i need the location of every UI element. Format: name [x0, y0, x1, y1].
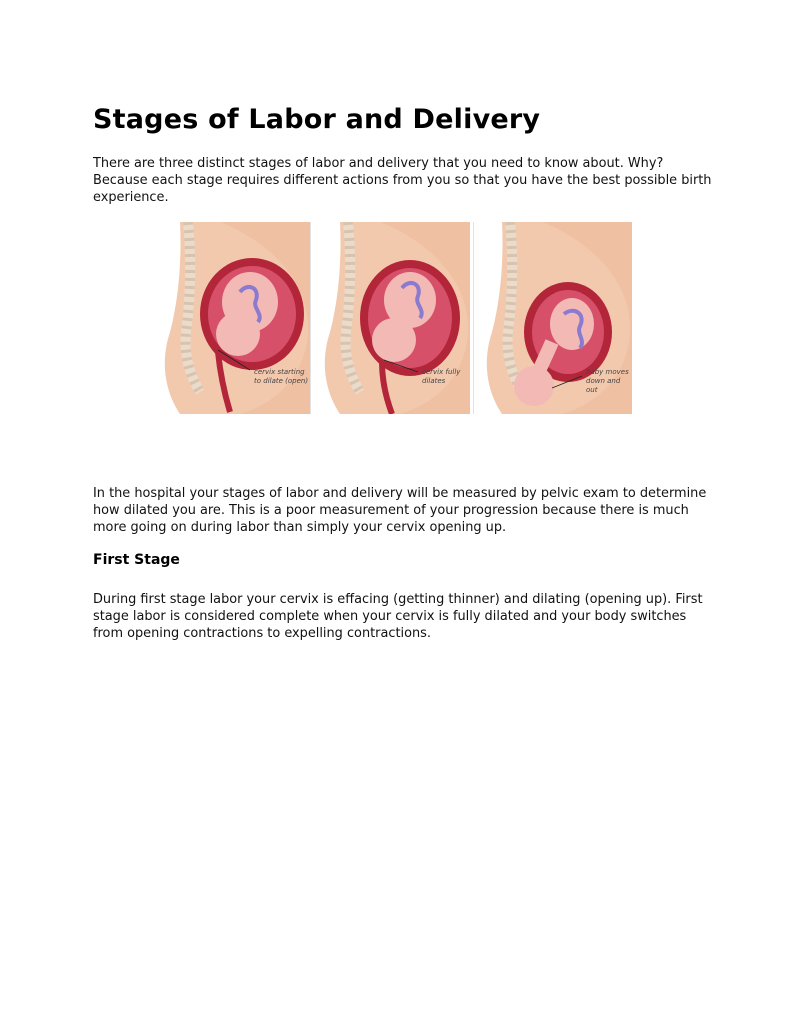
hospital-paragraph: In the hospital your stages of labor and delivery will be measured by pelvic exam to determine how dilated you are. This is a poor measurement of your progression because there is much more going on during labor than simply your cervix opening up.: [93, 486, 707, 535]
stage-panel-1: [160, 222, 310, 414]
first-stage-paragraph: During first stage labor your cervix is effacing (getting thinner) and dilating (opening up). First stage labor is considered complete when your cervix is fully dilated and your body switches from opening contractions to expelling contractions.: [93, 592, 703, 641]
stage-1-caption: cervix starting to dilate (open): [254, 368, 309, 385]
first-stage-heading: First Stage: [93, 552, 180, 568]
stage-2-caption: cervix fully dilates: [422, 368, 461, 385]
labor-stages-illustration: [160, 222, 632, 414]
page-title: Stages of Labor and Delivery: [93, 104, 541, 135]
panel-divider: [473, 222, 474, 414]
panel-divider: [310, 222, 311, 414]
intro-paragraph: There are three distinct stages of labor and delivery that you need to know about. Why? Because each stage requires different actions from you so that you have the best possible birth experience.: [93, 156, 712, 205]
stage-panel-2: [320, 222, 470, 414]
stage-panel-3: [482, 222, 632, 414]
stage-3-caption: baby moves down and out: [586, 368, 629, 394]
